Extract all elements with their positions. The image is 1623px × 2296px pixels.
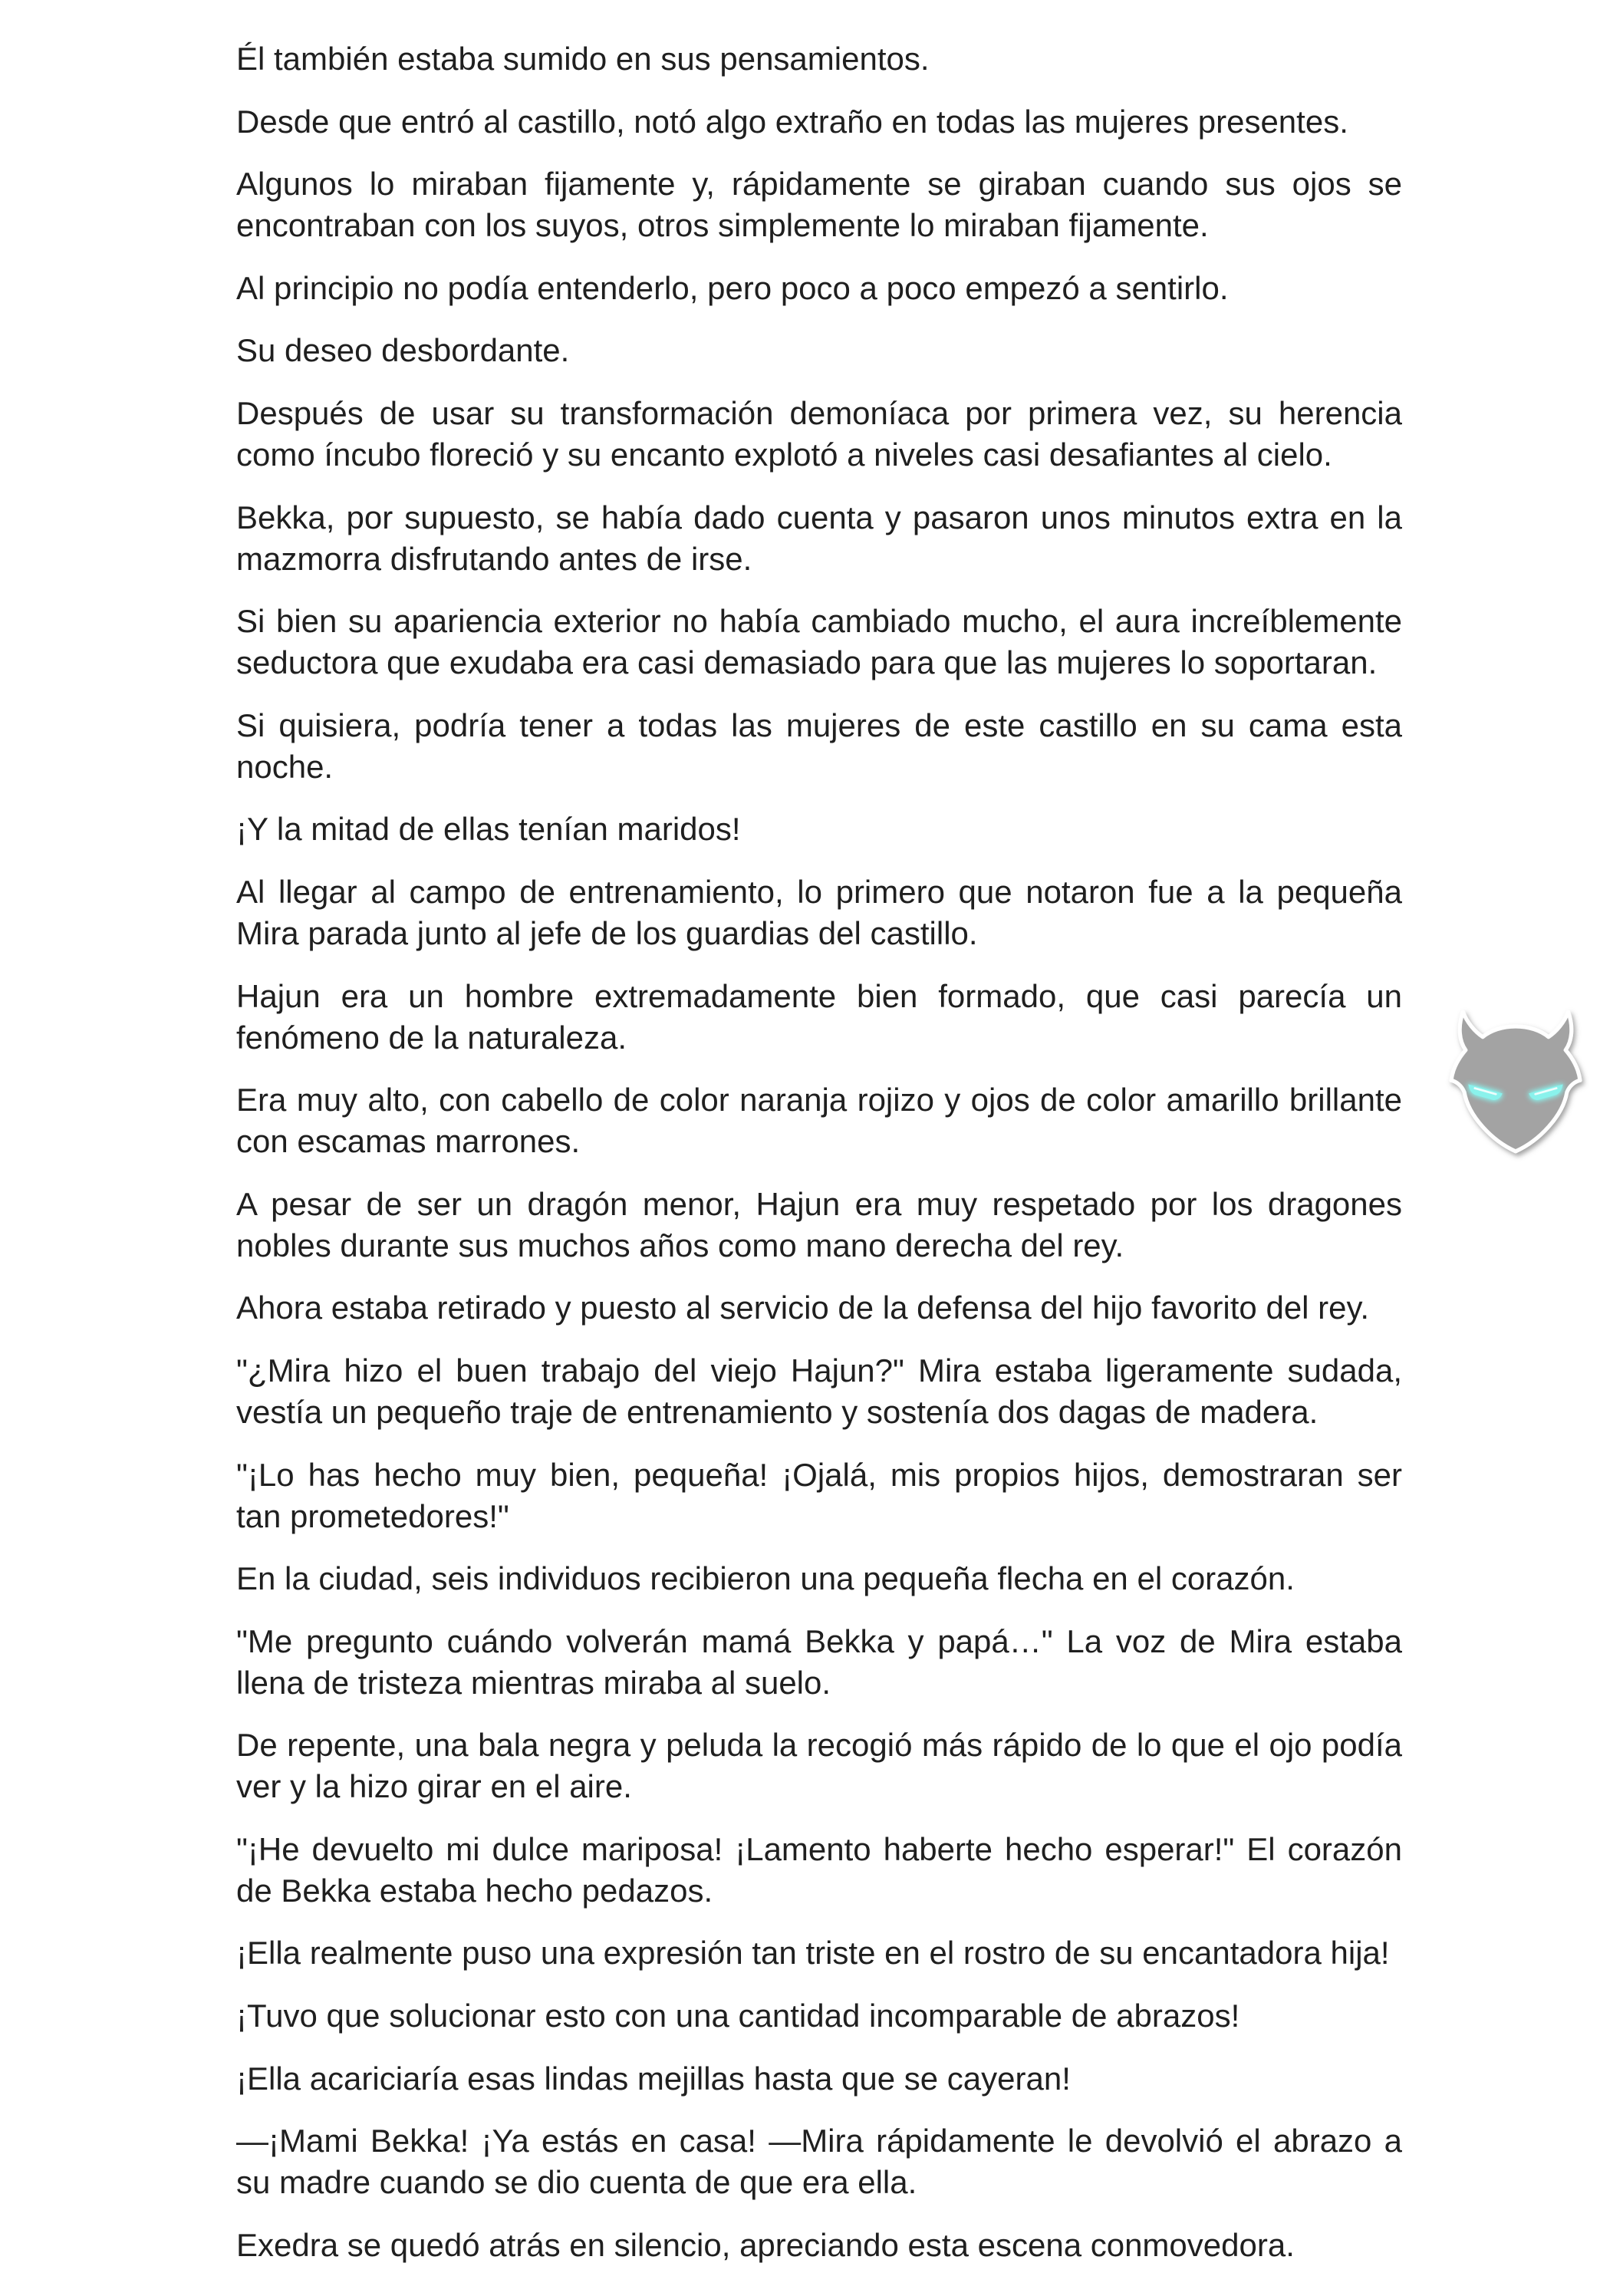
paragraph [236, 1829, 1402, 1912]
text-line: "Me pregunto cuándo volverán mamá Bekka y papá…" La voz de Mira estaba [236, 1622, 1402, 1659]
text-line: "¡He devuelto mi dulce mariposa! ¡Lamento haberte hecho esperar!" El corazón [236, 1830, 1402, 1867]
text-line: mazmorra disfrutando antes de irse. [236, 540, 752, 577]
text-line: Si quisiera, podría tener a todas las mujeres de este castillo en su cama esta [236, 707, 1402, 743]
paragraph [236, 101, 1402, 143]
text-line: De repente, una bala negra y peluda la recogió más rápido de lo que el ojo podía [236, 1727, 1402, 1764]
paragraph [236, 2225, 1402, 2266]
text-line: de Bekka estaba hecho pedazos. [236, 1872, 713, 1909]
paragraph [236, 268, 1402, 309]
paragraph [236, 163, 1402, 246]
text-line: como íncubo floreció y su encanto explotó a niveles casi desafiantes al cielo. [236, 436, 1332, 473]
text-line: Ahora estaba retirado y puesto al servicio de la defensa del hijo favorito del rey. [236, 1290, 1370, 1326]
text-line: —¡Mami Bekka! ¡Ya estás en casa! —Mira rápidamente le devolvió el abrazo a [236, 2123, 1402, 2159]
paragraph [236, 1350, 1402, 1433]
text-line: Algunos lo miraban fijamente y, rápidamente se giraban cuando sus ojos se [236, 166, 1402, 203]
text-line: En la ciudad, seis individuos recibieron una pequeña flecha en el corazón. [236, 1560, 1295, 1597]
text-line: ¡Ella realmente puso una expresión tan triste en el rostro de su encantadora hija! [236, 1935, 1390, 1972]
paragraph [236, 705, 1402, 788]
text-line: Si bien su apariencia exterior no había cambiado mucho, el aura increíblemente [236, 603, 1402, 640]
paragraph [236, 1079, 1402, 1162]
text-line: ¡Ella acariciaría esas lindas mejillas hasta que se cayeran! [236, 2060, 1071, 2097]
text-line: Desde que entró al castillo, notó algo extraño en todas las mujeres presentes. [236, 103, 1348, 140]
text-line: Exedra se quedó atrás en silencio, apreciando esta escena conmovedora. [236, 2226, 1295, 2263]
paragraph [236, 330, 1402, 371]
text-line: Él también estaba sumido en sus pensamientos. [236, 41, 930, 77]
text-line: "¿Mira hizo el buen trabajo del viejo Hajun?" Mira estaba ligeramente sudada, [236, 1352, 1402, 1388]
devil-head-shape [1451, 1012, 1580, 1151]
text-line: Mira parada junto al jefe de los guardias del castillo. [236, 914, 978, 951]
text-line: Después de usar su transformación demoníaca por primera vez, su herencia [236, 394, 1402, 431]
paragraph [236, 1932, 1402, 1974]
text-line: A pesar de ser un dragón menor, Hajun era muy respetado por los dragones [236, 1185, 1402, 1222]
text-line: fenómeno de la naturaleza. [236, 1019, 627, 1056]
paragraph [236, 809, 1402, 850]
paragraph [236, 1184, 1402, 1267]
text-line: Era muy alto, con cabello de color naranja rojizo y ojos de color amarillo brillante [236, 1082, 1402, 1118]
text-line: vestía un pequeño traje de entrenamiento y sostenía dos dagas de madera. [236, 1393, 1318, 1430]
devil-head-svg [1442, 996, 1589, 1168]
text-line: ver y la hizo girar en el aire. [236, 1768, 632, 1805]
text-line: Bekka, por supuesto, se había dado cuenta y pasaron unos minutos extra en la [236, 499, 1402, 535]
paragraph [236, 871, 1402, 954]
text-line: nobles durante sus muchos años como mano derecha del rey. [236, 1227, 1124, 1263]
document-body [236, 38, 1402, 2287]
paragraph [236, 1995, 1402, 2037]
text-line: con escamas marrones. [236, 1123, 581, 1160]
paragraph [236, 38, 1402, 80]
text-line: su madre cuando se dio cuenta de que era ella. [236, 2164, 917, 2201]
paragraph [236, 601, 1402, 684]
paragraph [236, 1724, 1402, 1807]
paragraph [236, 1454, 1402, 1537]
text-line: Al llegar al campo de entrenamiento, lo primero que notaron fue a la pequeña [236, 873, 1402, 910]
paragraph [236, 393, 1402, 476]
text-line: llena de tristeza mientras miraba al suelo. [236, 1664, 831, 1701]
paragraph [236, 2120, 1402, 2203]
text-line: "¡Lo has hecho muy bien, pequeña! ¡Ojalá, mis propios hijos, demostraran ser [236, 1456, 1402, 1493]
paragraph [236, 976, 1402, 1059]
paragraph [236, 1621, 1402, 1704]
text-line: ¡Tuvo que solucionar esto con una cantidad incomparable de abrazos! [236, 1998, 1240, 2034]
text-line: Su deseo desbordante. [236, 332, 570, 369]
paragraph [236, 497, 1402, 580]
text-line: tan prometedores!" [236, 1497, 509, 1534]
paragraph [236, 2058, 1402, 2100]
paragraph [236, 1287, 1402, 1329]
text-line: ¡Y la mitad de ellas tenían maridos! [236, 811, 741, 848]
text-line: Hajun era un hombre extremadamente bien formado, que casi parecía un [236, 977, 1402, 1014]
text-line: Al principio no podía entenderlo, pero poco a poco empezó a sentirlo. [236, 269, 1229, 306]
devil-head-icon [1442, 996, 1589, 1168]
text-line: encontraban con los suyos, otros simplemente lo miraban fijamente. [236, 207, 1209, 244]
text-line: noche. [236, 748, 334, 785]
paragraph [236, 1558, 1402, 1599]
text-line: seductora que exudaba era casi demasiado para que las mujeres lo soportaran. [236, 644, 1378, 681]
